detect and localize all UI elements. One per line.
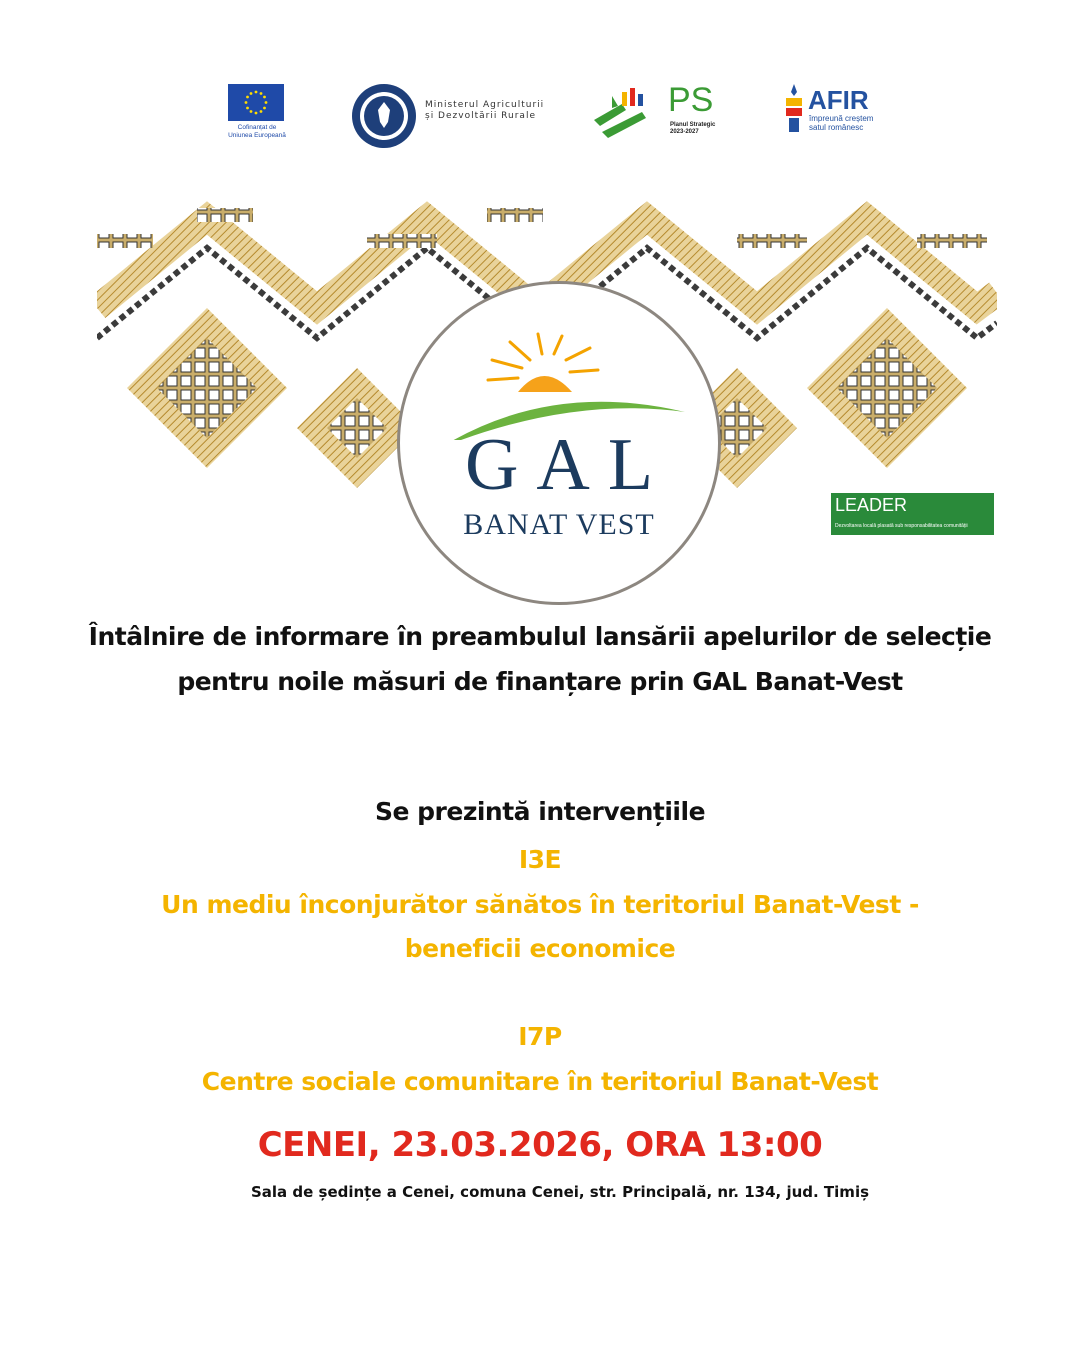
gal-wordmark: GAL xyxy=(464,424,672,506)
government-seal-logo xyxy=(350,82,418,150)
intervention-code-2: I7P xyxy=(518,1022,562,1051)
ministry-label: Ministerul Agriculturii și Dezvoltării Rurale xyxy=(425,100,545,121)
afir-emblem-icon xyxy=(783,84,805,136)
gal-subtitle: BANAT VEST xyxy=(463,508,655,541)
afir-wordmark: AFIR xyxy=(808,85,869,115)
leader-title: LEADER xyxy=(835,495,908,515)
intervention-title-1: Un mediu înconjurător sănătos în teritoriul Banat-Vest - beneficii economice xyxy=(161,890,919,963)
intervention-title-2: Centre sociale comunitare în teritoriul Banat-Vest xyxy=(201,1067,879,1096)
venue-address: Sala de ședințe a Cenei, comuna Cenei, str. Principală, nr. 134, jud. Timiș xyxy=(250,1183,870,1201)
event-headline: Întâlnire de informare în preambulul lansării apelurilor de selecție pentru noile măsuri de finanțare prin GAL Banat-Vest xyxy=(88,622,992,696)
ps-caption: Planul Strategic 2023-2027 xyxy=(670,122,716,135)
event-date-time: CENEI, 23.03.2026, ORA 13:00 xyxy=(257,1125,823,1165)
strategic-plan-icon xyxy=(592,86,662,138)
eu-cofinancing-caption: Cofinanțat de Uniunea Europeană xyxy=(228,124,286,139)
ps-wordmark: PS xyxy=(668,81,714,119)
afir-caption: împreună creștem satul românesc xyxy=(809,114,874,132)
interventions-intro: Se prezintă intervențiile xyxy=(374,797,706,826)
leader-badge xyxy=(831,493,994,535)
eu-flag-logo xyxy=(228,84,284,121)
intervention-code-1: I3E xyxy=(518,845,562,874)
leader-caption: Dezvoltarea locală plasată sub responsabilitatea comunității xyxy=(835,523,968,529)
